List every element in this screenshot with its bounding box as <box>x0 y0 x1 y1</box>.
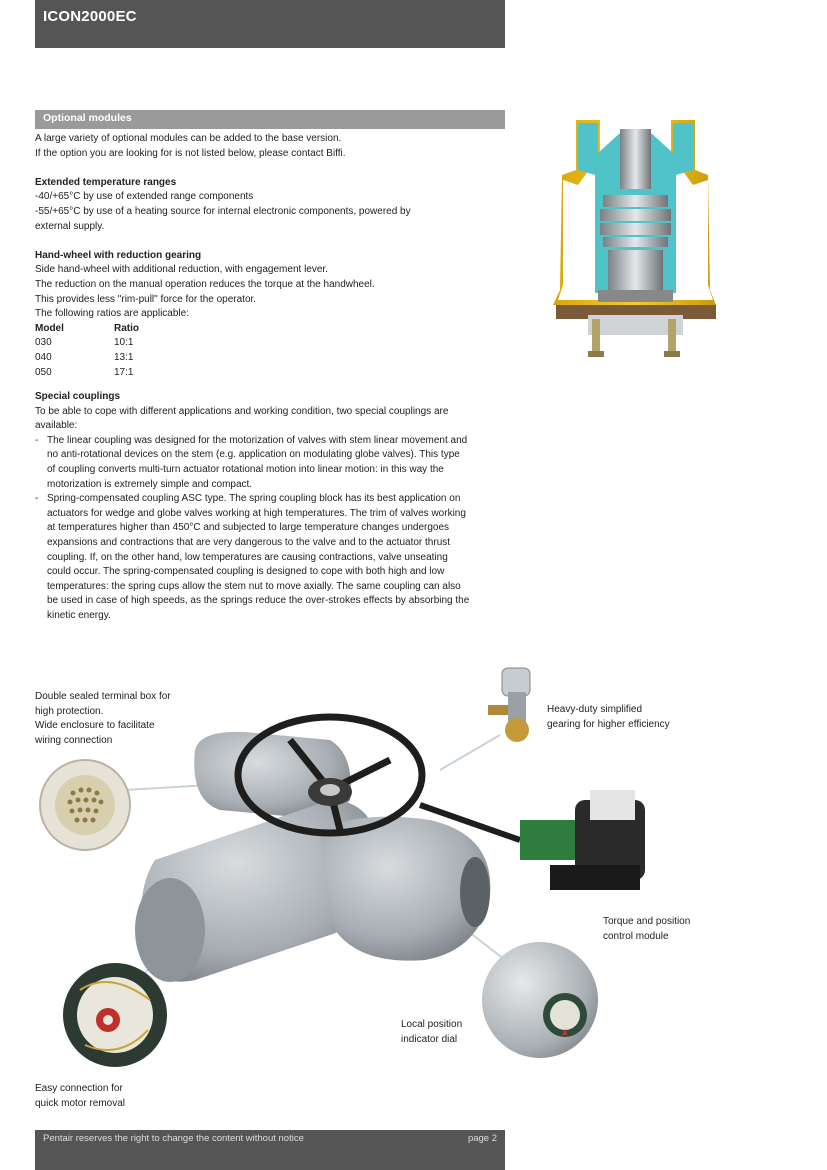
list-item: - Spring-compensated coupling ASC type. The spring coupling block has its best application on actuators for wedge and globe valves working at high temperatures. The trim of valves working at temperatures higher than 450°C and subjected to large temperature changes undergoes expansions and contractions that are very dangerous to the valve and to the actuator thrust coupling. If, on the other hand, low temperatures are causing contractions, valve unseating could occur. The spring-compensated coupling is designed to cope with both high and low temperatures: the spring cups allow the stem nut to move axially. The same coupling can also be used in case of high speeds, as the springs reduce the over-strokes effects by absorbing the kinetic energy. <box>35 492 503 623</box>
terminal-box-callout: Double sealed terminal box for high protection. Wide enclosure to facilitate wiring connection <box>35 691 171 746</box>
ratio-cell: 10:1 <box>114 337 134 349</box>
indicator-dial-callout: Local position indicator dial <box>401 1019 463 1045</box>
couplings-list <box>35 434 503 624</box>
extended-temperature-line: -40/+65°C by use of extended range components <box>35 191 254 203</box>
model-column-header: Model <box>35 322 64 334</box>
hand-wheel-line: The reduction on the manual operation reduces the torque at the handwheel. <box>35 278 375 290</box>
document-title: ICON2000EC <box>43 8 137 25</box>
ratio-table-header <box>35 322 139 337</box>
extended-temperature-heading: Extended temperature ranges <box>35 176 177 188</box>
hand-wheel-line: Side hand-wheel with additional reduction, with engagement lever. <box>35 264 328 276</box>
hand-wheel-line: The following ratios are applicable: <box>35 308 189 320</box>
extended-temperature-line: external supply. <box>35 220 105 232</box>
special-couplings-heading: Special couplings <box>35 391 121 403</box>
extended-temperature-line: -55/+65°C by use of a heating source for internal electronic components, powered by <box>35 205 411 217</box>
special-couplings-intro: available: <box>35 420 78 432</box>
ratio-cell: 13:1 <box>114 351 134 363</box>
ratio-column-header: Ratio <box>114 322 139 334</box>
ratio-cell: 17:1 <box>114 366 134 378</box>
page-header <box>35 0 505 48</box>
page-number: page 2 <box>467 1133 497 1144</box>
table-row <box>35 351 139 366</box>
special-couplings-intro: To be able to cope with different applications and working condition, two special couplings are <box>35 405 449 417</box>
ratio-table <box>35 322 139 380</box>
section-bar <box>35 110 505 129</box>
list-item: - The linear coupling was designed for the motorization of valves with stem linear movement and no anti-rotational devices on the stem (e.g. application on modulating globe valves). This type of coupling converts multi-turn actuator rotational motion into linear motion: in this way the motorization is extremely simple and compact. <box>35 434 503 492</box>
motor-removal-callout: Easy connection for quick motor removal <box>35 1083 126 1109</box>
hand-wheel-line: This provides less "rim-pull" force for the operator. <box>35 293 257 305</box>
page-footer <box>35 1130 505 1170</box>
footer-notice: Pentair reserves the right to change the content without notice <box>43 1133 304 1144</box>
model-cell: 030 <box>35 337 52 349</box>
gearing-callout: Heavy-duty simplified gearing for higher efficiency <box>547 704 670 730</box>
table-row <box>35 336 139 351</box>
body-text <box>35 132 503 624</box>
model-cell: 050 <box>35 366 52 378</box>
model-cell: 040 <box>35 351 52 363</box>
torque-module-callout: Torque and position control module <box>603 916 691 942</box>
intro-line: A large variety of optional modules can be added to the base version. <box>35 133 342 144</box>
section-title: Optional modules <box>43 112 132 124</box>
coupling-cutaway-image <box>548 115 723 365</box>
hand-wheel-heading: Hand-wheel with reduction gearing <box>35 249 202 261</box>
intro-line: If the option you are looking for is not listed below, please contact Biffi. <box>35 147 346 159</box>
table-row <box>35 366 139 381</box>
